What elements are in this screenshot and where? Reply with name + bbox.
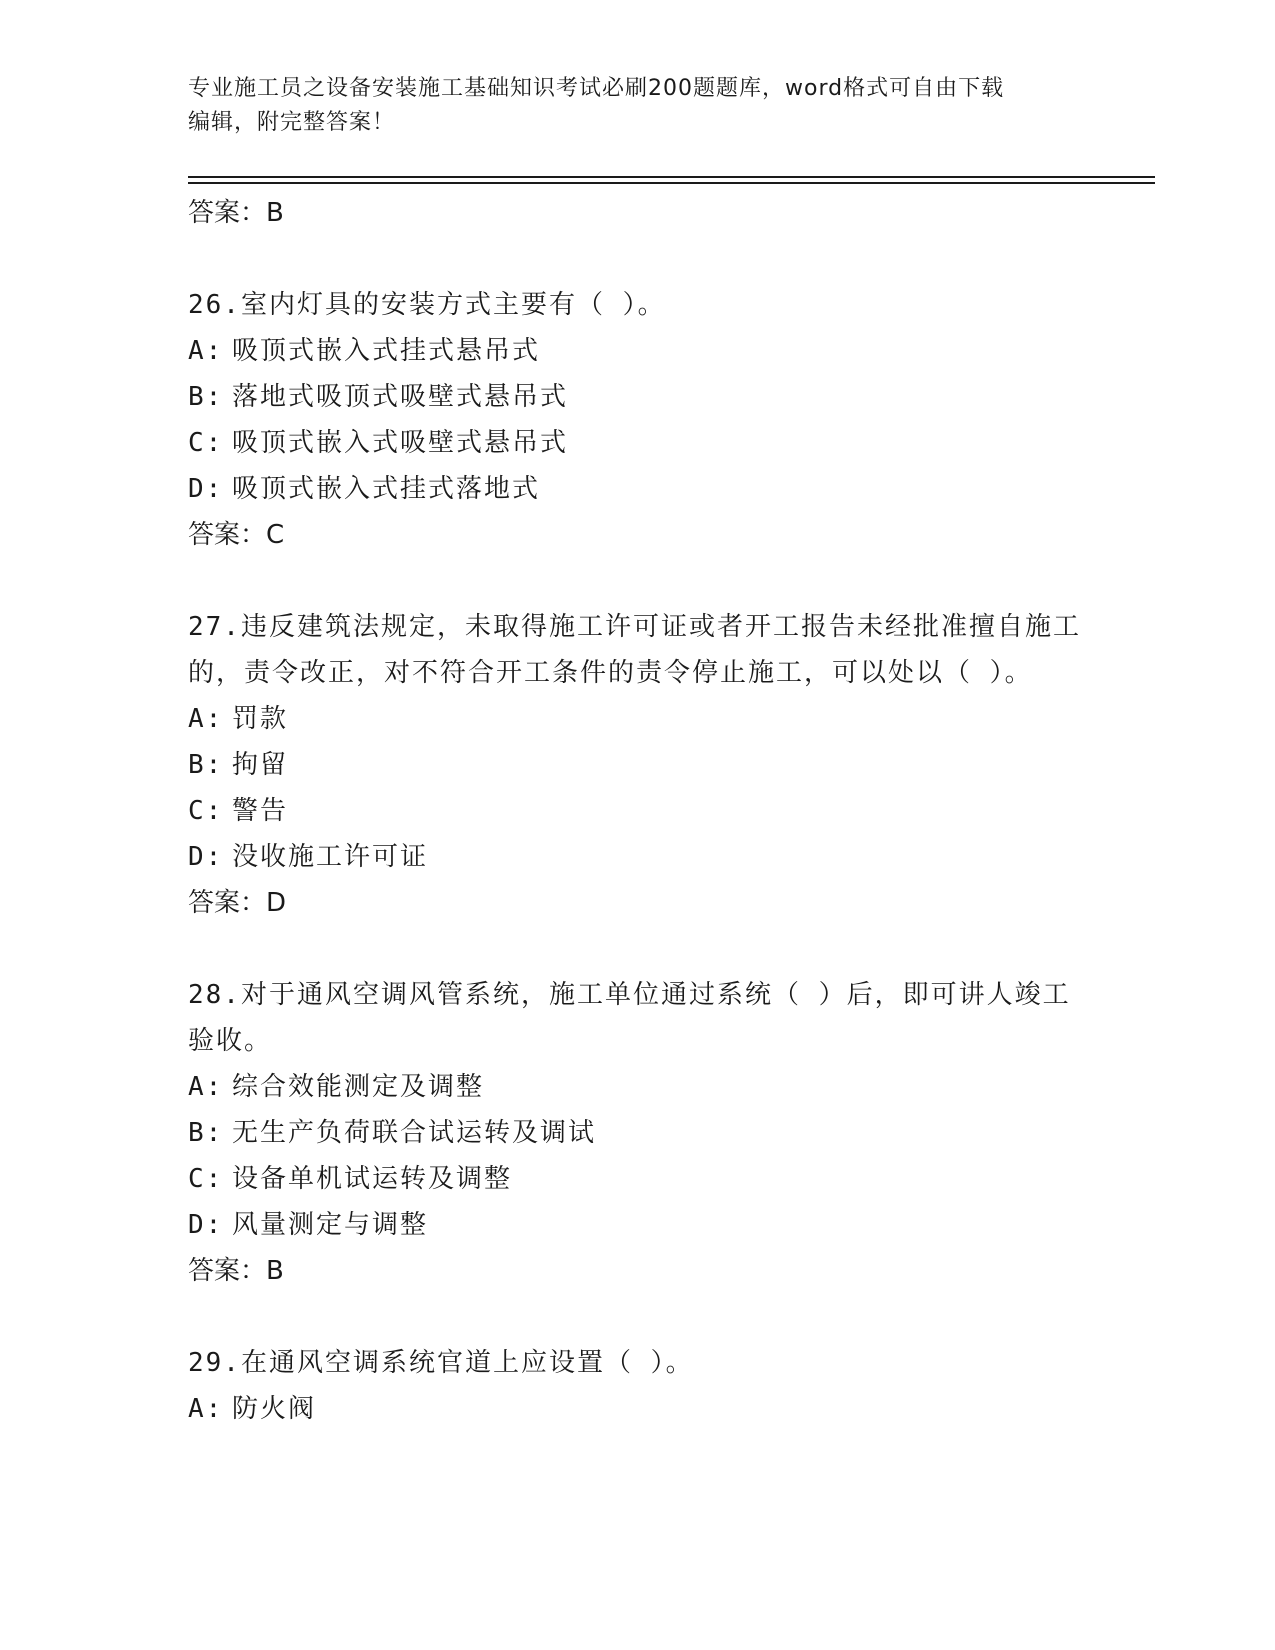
option-a <box>188 1064 1088 1110</box>
option-letter: B: <box>188 382 224 412</box>
question-block <box>188 1340 1088 1432</box>
option-a <box>188 696 1088 742</box>
option-c <box>188 420 1088 466</box>
header-divider-top <box>188 176 1155 178</box>
option-text: 吸顶式嵌入式吸壁式悬吊式 <box>232 428 569 458</box>
question-list <box>188 190 1088 1432</box>
question-block <box>188 282 1088 558</box>
option-text: 综合效能测定及调整 <box>232 1072 485 1102</box>
document-header <box>188 72 1068 140</box>
option-b <box>188 1110 1088 1156</box>
option-b <box>188 374 1088 420</box>
option-text: 警告 <box>232 796 289 826</box>
question-block <box>188 604 1088 926</box>
option-letter: C: <box>188 796 224 826</box>
option-letter: D: <box>188 842 224 872</box>
option-b <box>188 742 1088 788</box>
option-letter: A: <box>188 1072 224 1102</box>
answer-line: 答案：C <box>188 520 285 550</box>
option-text: 没收施工许可证 <box>232 842 429 872</box>
option-letter: D: <box>188 474 224 504</box>
question-text: 29.在通风空调系统官道上应设置（ ）。 <box>188 1348 694 1378</box>
answer-line: 答案：B <box>188 1256 284 1286</box>
answer-line: 答案：D <box>188 888 287 918</box>
option-letter: C: <box>188 428 224 458</box>
option-letter: D: <box>188 1210 224 1240</box>
header-line-2: 编辑，附完整答案！ <box>188 110 396 135</box>
option-text: 落地式吸顶式吸壁式悬吊式 <box>232 382 569 412</box>
option-text: 吸顶式嵌入式挂式悬吊式 <box>232 336 541 366</box>
option-letter: A: <box>188 1394 224 1424</box>
option-d <box>188 1202 1088 1248</box>
option-c <box>188 1156 1088 1202</box>
option-text: 风量测定与调整 <box>232 1210 429 1240</box>
question-text: 26.室内灯具的安装方式主要有（ ）。 <box>188 290 666 320</box>
option-text: 罚款 <box>232 704 289 734</box>
option-text: 防火阀 <box>232 1394 317 1424</box>
option-letter: B: <box>188 750 224 780</box>
header-line-1: 专业施工员之设备安装施工基础知识考试必刷200题题库，word格式可自由下载 <box>188 76 1005 101</box>
answer-line: 答案：B <box>188 198 284 228</box>
option-a <box>188 328 1088 374</box>
option-text: 设备单机试运转及调整 <box>232 1164 513 1194</box>
option-text: 拘留 <box>232 750 289 780</box>
option-letter: C: <box>188 1164 224 1194</box>
header-divider-bottom <box>188 182 1155 184</box>
question-text: 27.违反建筑法规定，未取得施工许可证或者开工报告未经批准擅自施工的，责令改正，对不符合开工条件的责令停止施工，可以处以（ ）。 <box>188 612 1081 688</box>
option-text: 无生产负荷联合试运转及调试 <box>232 1118 597 1148</box>
option-a <box>188 1386 1088 1432</box>
option-c <box>188 788 1088 834</box>
option-letter: A: <box>188 704 224 734</box>
option-letter: B: <box>188 1118 224 1148</box>
option-d <box>188 466 1088 512</box>
option-text: 吸顶式嵌入式挂式落地式 <box>232 474 541 504</box>
option-letter: A: <box>188 336 224 366</box>
question-block <box>188 972 1088 1294</box>
question-text: 28.对于通风空调风管系统，施工单位通过系统（ ）后，即可讲人竣工验收。 <box>188 980 1071 1056</box>
option-d <box>188 834 1088 880</box>
